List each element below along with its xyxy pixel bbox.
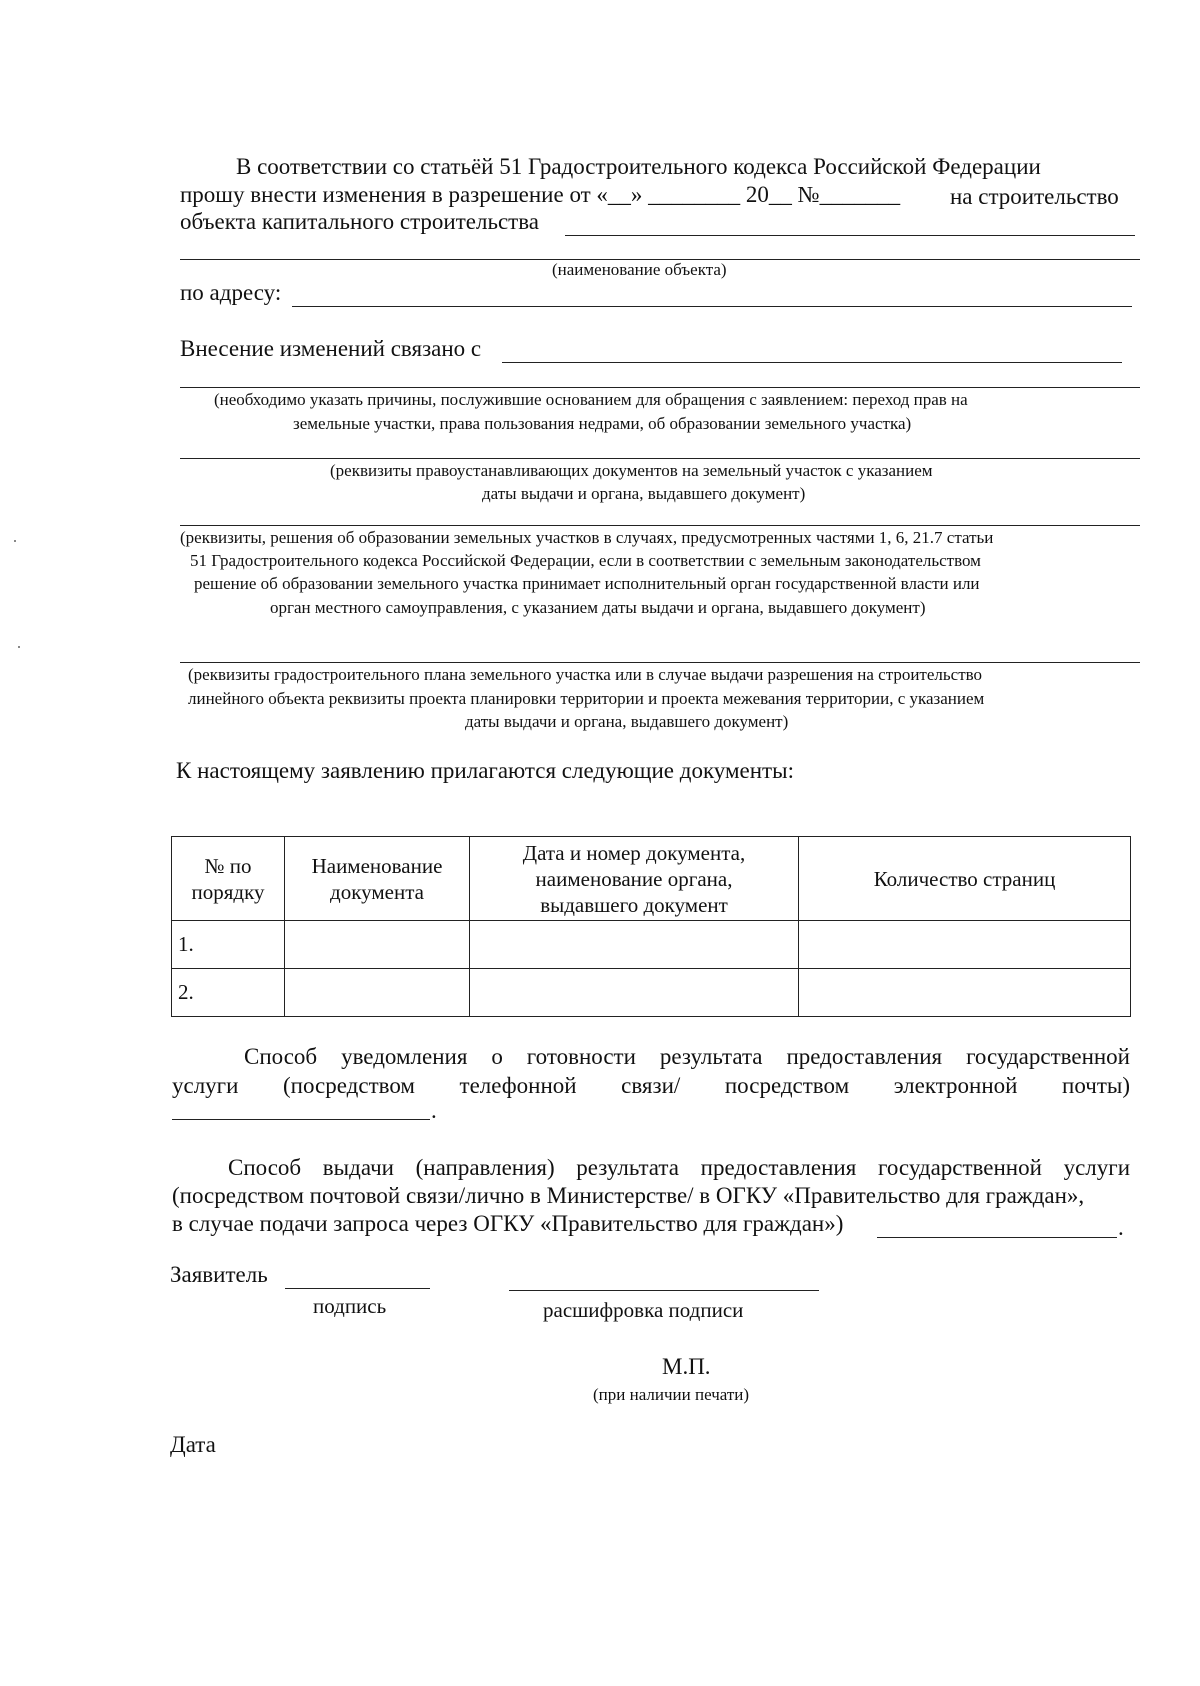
decision-caption-2: 51 Градостроительного кодекса Российской Федерации, если в соответствии с земельным законодательством [190, 551, 981, 570]
decision-caption-3: решение об образовании земельного участка принимает исполнительный орган государственной власти или [194, 574, 980, 593]
notify-line-3-end: . [431, 1098, 437, 1123]
header-pages: Количество страниц [799, 837, 1131, 921]
change-reason-label: Внесение изменений связано с [180, 336, 482, 361]
date-label: Дата [170, 1432, 216, 1457]
row-pages-cell[interactable] [799, 921, 1131, 969]
attachments-label: К настоящему заявлению прилагаются следующие документы: [176, 758, 794, 783]
header-doc-date: Дата и номер документа, наименование органа, выдавшего документ [470, 837, 799, 921]
delivery-line-3: в случае подачи запроса через ОГКУ «Правительство для граждан») [172, 1211, 844, 1236]
row-doc-name-cell[interactable] [285, 921, 470, 969]
delivery-line-1: Способ выдачи (направления) результата предоставления государственной услуги [228, 1155, 1130, 1180]
header-number: № по порядку [172, 837, 285, 921]
row-doc-name-cell[interactable] [285, 969, 470, 1017]
intro-line-2-end: на строительство [950, 184, 1119, 209]
table-header-row [172, 837, 1131, 921]
address-label: по адресу: [180, 280, 282, 305]
change-reason-field[interactable] [502, 362, 1122, 363]
row-number: 1. [172, 921, 285, 969]
table-row [172, 921, 1131, 969]
reason-caption-1: (необходимо указать причины, послужившие основанием для обращения с заявлением: переход прав на [214, 390, 968, 409]
delivery-line-2: (посредством почтовой связи/лично в Министерстве/ в ОГКУ «Правительство для граждан», [172, 1183, 1085, 1208]
plan-caption-3: даты выдачи и органа, выдавшего документ) [465, 712, 789, 731]
table-row [172, 969, 1131, 1017]
intro-line-1: В соответствии со статьёй 51 Градостроительного кодекса Российской Федерации [236, 154, 1041, 179]
plan-field[interactable] [180, 662, 1140, 663]
object-name-field[interactable] [565, 235, 1135, 236]
intro-line-2: прошу внести изменения в разрешение от «__» ________ 20__ №_______ [180, 182, 901, 207]
applicant-label: Заявитель [170, 1262, 268, 1287]
reason-caption-2: земельные участки, права пользования недрами, об образовании земельного участка) [293, 414, 912, 433]
row-doc-date-cell[interactable] [470, 969, 799, 1017]
change-reason-field-2[interactable] [180, 387, 1140, 388]
attachments-table [171, 836, 1131, 1017]
notify-line-2: услуги (посредством телефонной связи/ посредством электронной почты) [172, 1073, 1130, 1098]
row-pages-cell[interactable] [799, 969, 1131, 1017]
signature-decode-field[interactable] [509, 1290, 819, 1291]
plan-caption-2: линейного объекта реквизиты проекта планировки территории и проекта межевания территории, с указанием [188, 689, 985, 708]
seal-label: М.П. [662, 1354, 711, 1379]
notify-line-1: Способ уведомления о готовности результата предоставления государственной [244, 1044, 1130, 1069]
decision-field[interactable] [180, 525, 1140, 526]
seal-caption: (при наличии печати) [593, 1385, 750, 1404]
plan-caption-1: (реквизиты градостроительного плана земельного участка или в случае выдачи разрешения на строительство [188, 665, 983, 684]
row-doc-date-cell[interactable] [470, 921, 799, 969]
address-field[interactable] [292, 306, 1132, 307]
signature-field[interactable] [285, 1288, 430, 1289]
scan-speck [14, 540, 16, 542]
decision-caption-1: (реквизиты, решения об образовании земельных участков в случаях, предусмотренных частями 1, 6, 21.7 статьи [180, 528, 994, 547]
header-doc-name: Наименование документа [285, 837, 470, 921]
title-docs-caption-1: (реквизиты правоустанавливающих документов на земельный участок с указанием [330, 461, 933, 480]
delivery-field[interactable] [877, 1237, 1117, 1238]
signature-decode-caption: расшифровка подписи [543, 1298, 744, 1322]
intro-line-3: объекта капитального строительства [180, 209, 539, 234]
decision-caption-4: орган местного самоуправления, с указанием даты выдачи и органа, выдавшего документ) [270, 598, 926, 617]
delivery-line-3-end: . [1118, 1215, 1124, 1240]
title-docs-caption-2: даты выдачи и органа, выдавшего документ) [482, 484, 806, 503]
signature-caption: подпись [313, 1294, 387, 1318]
title-docs-field[interactable] [180, 458, 1140, 459]
notify-field[interactable] [172, 1119, 430, 1120]
row-number: 2. [172, 969, 285, 1017]
scan-speck [18, 646, 20, 648]
object-name-caption: (наименование объекта) [552, 260, 727, 279]
